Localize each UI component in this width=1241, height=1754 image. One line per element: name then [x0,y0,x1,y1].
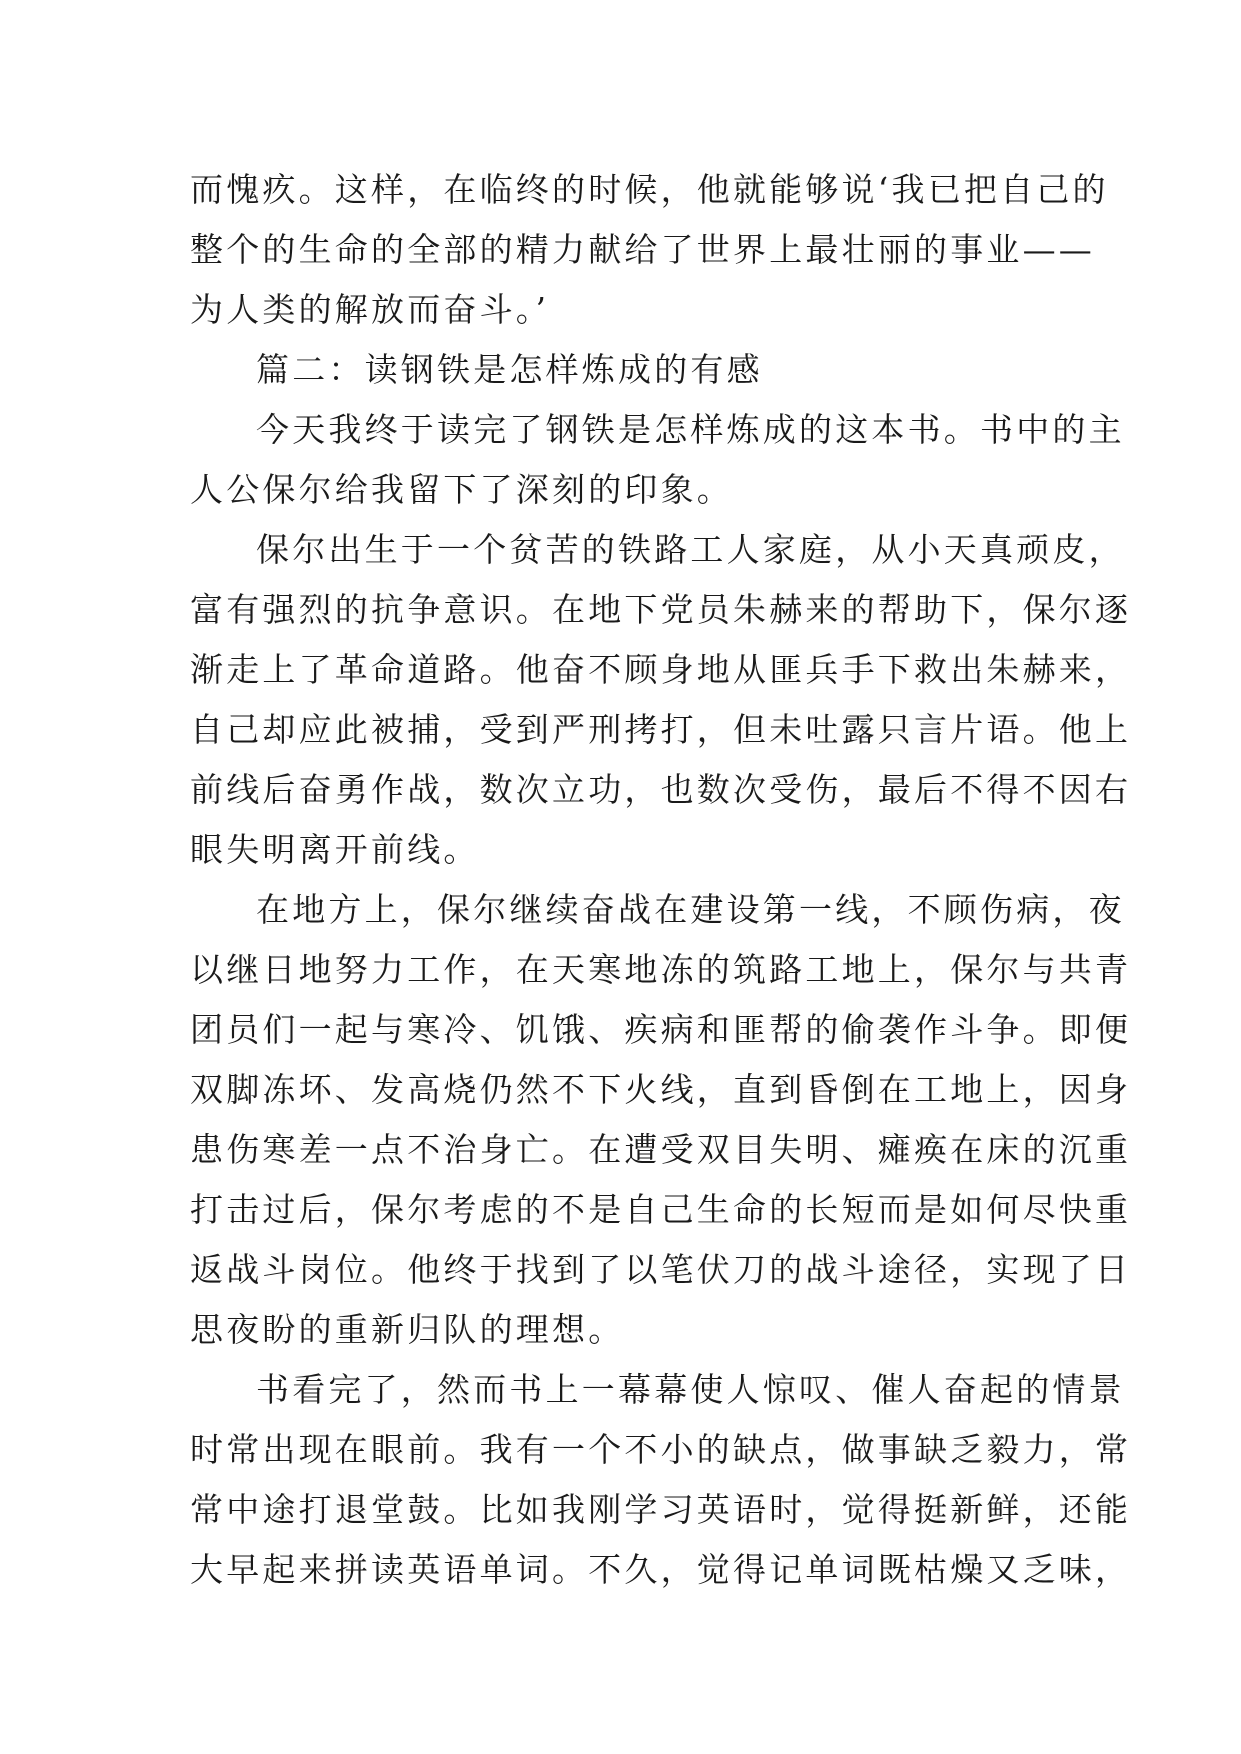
text-line: 在地方上，保尔继续奋战在建设第一线，不顾伤病，夜 [256,890,1125,929]
text-line: 思夜盼的重新归队的理想。 [190,1310,625,1349]
text-line: 而愧疚。这样，在临终的时候，他就能够说‘我已把自己的 [190,170,1109,209]
text-line: 整个的生命的全部的精力献给了世界上最壮丽的事业—— [190,230,1095,269]
document-body [190,160,1132,1600]
text-line: 今天我终于读完了钢铁是怎样炼成的这本书。书中的主 [256,410,1125,449]
text-line: 大早起来拼读英语单词。不久，觉得记单词既枯燥又乏味， [190,1550,1132,1589]
text-line: 前线后奋勇作战，数次立功，也数次受伤，最后不得不因右 [190,770,1132,809]
text-line: 篇二：读钢铁是怎样炼成的有感 [256,350,763,389]
text-line: 患伤寒差一点不治身亡。在遭受双目失明、瘫痪在床的沉重 [190,1130,1132,1169]
text-line: 返战斗岗位。他终于找到了以笔伏刀的战斗途径，实现了日 [190,1250,1132,1289]
text-line: 团员们一起与寒冷、饥饿、疾病和匪帮的偷袭作斗争。即便 [190,1010,1132,1049]
text-line: 自己却应此被捕，受到严刑拷打，但未吐露只言片语。他上 [190,710,1132,749]
text-line: 打击过后，保尔考虑的不是自己生命的长短而是如何尽快重 [190,1190,1132,1229]
text-line: 渐走上了革命道路。他奋不顾身地从匪兵手下救出朱赫来， [190,650,1132,689]
text-line: 保尔出生于一个贫苦的铁路工人家庭，从小天真顽皮， [256,530,1125,569]
text-line: 双脚冻坏、发高烧仍然不下火线，直到昏倒在工地上，因身 [190,1070,1132,1109]
text-line: 时常出现在眼前。我有一个不小的缺点，做事缺乏毅力，常 [190,1430,1132,1469]
text-line: 人公保尔给我留下了深刻的印象。 [190,470,733,509]
text-line: 眼失明离开前线。 [190,830,480,869]
text-line: 为人类的解放而奋斗。’ [190,290,550,329]
text-line: 以继日地努力工作，在天寒地冻的筑路工地上，保尔与共青 [190,950,1132,989]
text-line: 富有强烈的抗争意识。在地下党员朱赫来的帮助下，保尔逐 [190,590,1132,629]
text-line: 常中途打退堂鼓。比如我刚学习英语时，觉得挺新鲜，还能 [190,1490,1132,1529]
text-line: 书看完了，然而书上一幕幕使人惊叹、催人奋起的情景 [256,1370,1125,1409]
